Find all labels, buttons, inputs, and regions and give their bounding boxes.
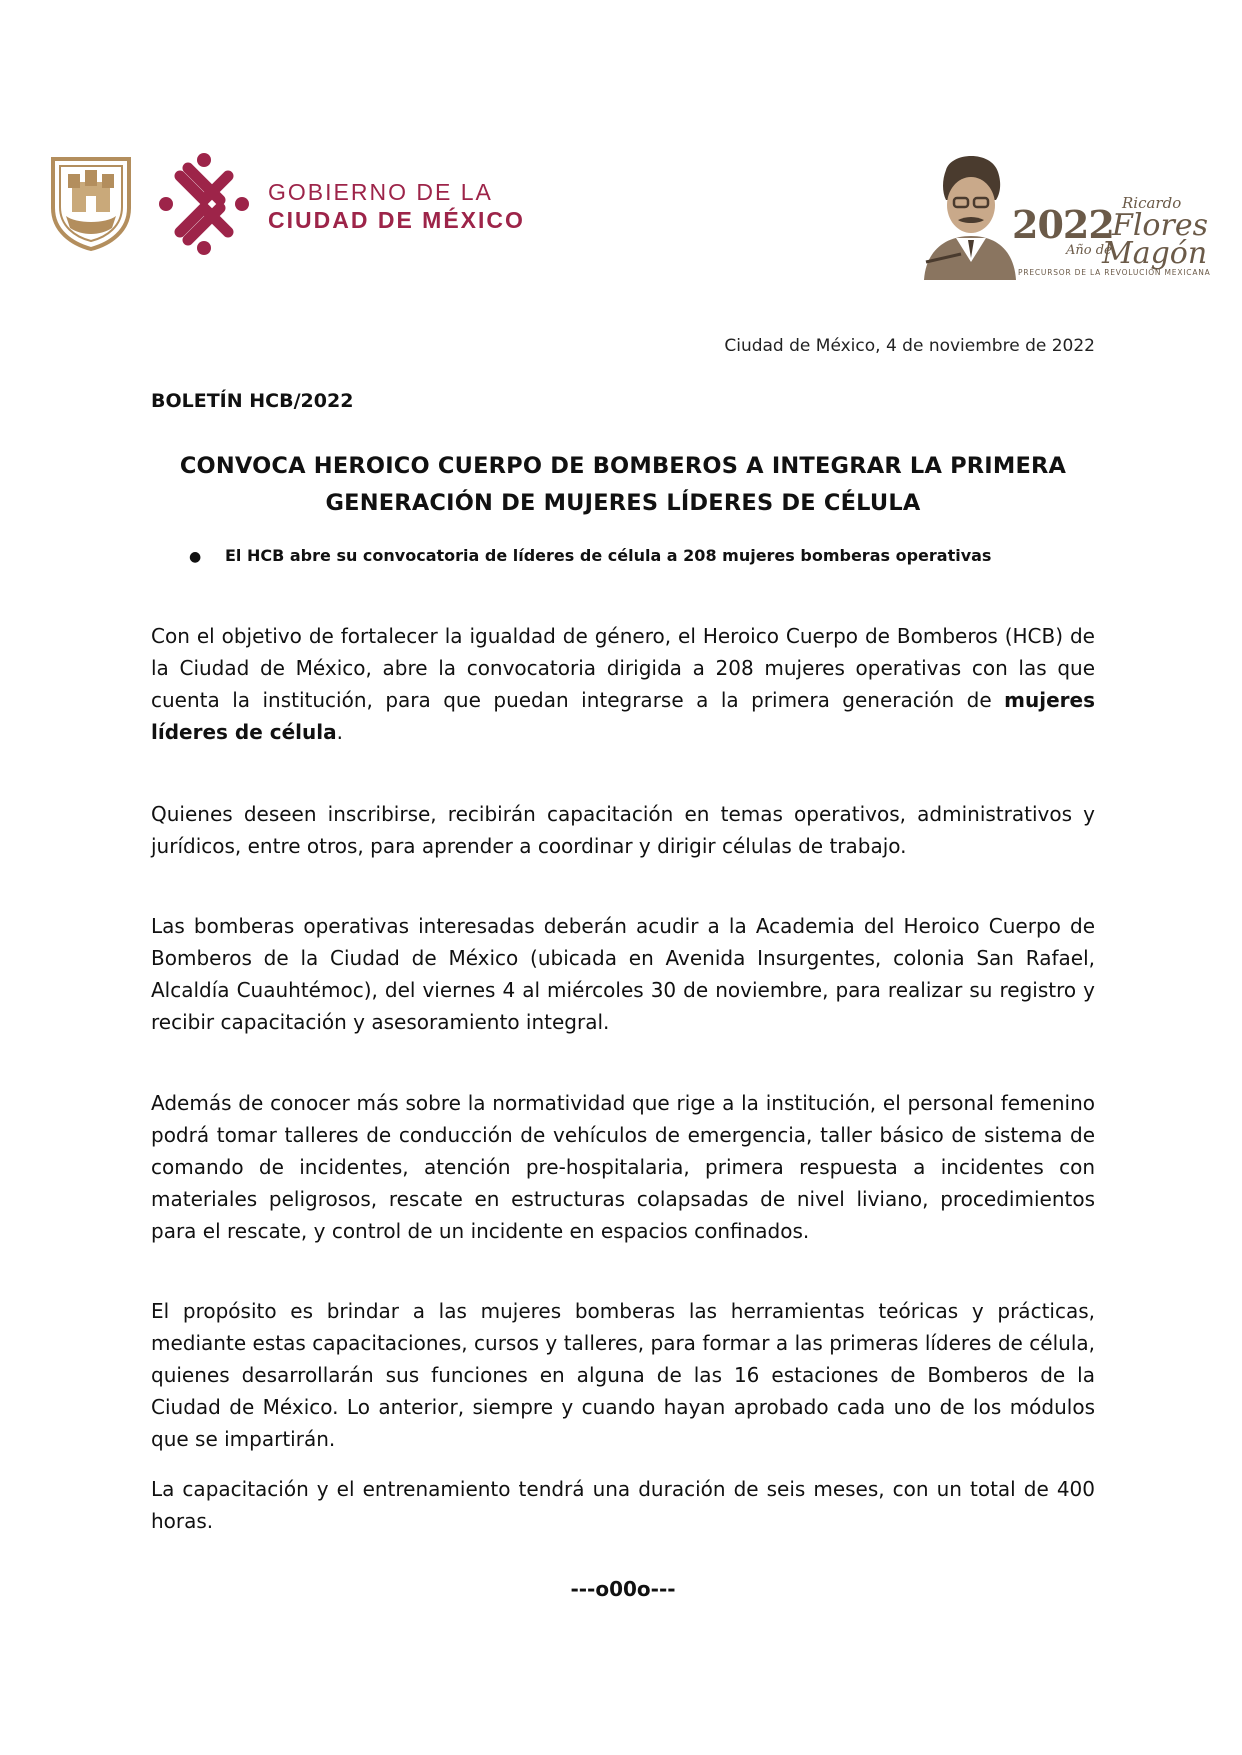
emblem-year-label: Año de xyxy=(1066,243,1112,258)
year-emblem xyxy=(916,150,1211,280)
paragraph-5: El propósito es brindar a las mujeres bomberas las herramientas teóricas y prácticas, mediante estas capacitaciones, cursos y talleres, para formar a las primeras líderes de célula, quienes desarrollarán sus funciones en alguna de las 16 estaciones de Bomberos de la Ciudad de México. Lo anterior, siempre y cuando hayan aprobado cada uno de los módulos que se impartirán. xyxy=(151,1299,1095,1451)
paragraph-3: Las bomberas operativas interesadas deberán acudir a la Academia del Heroico Cuerpo de Bomberos de la Ciudad de México (ubicada en Avenida Insurgentes, colonia San Rafael, Alcaldía Cuauhtémoc), del viernes 4 al miércoles 30 de noviembre, para realizar su registro y recibir capacitación y asesoramiento integral. xyxy=(151,914,1095,1034)
gov-line-2: CIUDAD DE MÉXICO xyxy=(268,207,525,233)
document-title xyxy=(151,448,1095,522)
bulletin-id: BOLETÍN HCB/2022 xyxy=(151,390,354,412)
cdmx-logo-icon xyxy=(158,150,250,258)
bullet-text: El HCB abre su convocatoria de líderes de célula a 208 mujeres bomberas operativas xyxy=(225,546,992,565)
emblem-subtitle: PRECURSOR DE LA REVOLUCIÓN MEXICANA xyxy=(1018,268,1211,277)
summary-bullet xyxy=(189,546,991,565)
paragraph-1-end: . xyxy=(336,720,343,744)
cdmx-shield-icon xyxy=(50,156,132,251)
paragraph-4: Además de conocer más sobre la normatividad que rige a la institución, el personal femenino podrá tomar talleres de conducción de vehículos de emergencia, taller básico de sistema de comando de incidentes, atención pre-hospitalaria, primera respuesta a incidentes con materiales peligrosos, rescate en estructuras colapsadas de nivel liviano, procedimientos para el rescate, y control de un incidente en espacios confinados. xyxy=(151,1091,1095,1243)
gov-wordmark xyxy=(268,178,525,234)
paragraph-2: Quienes deseen inscribirse, recibirán capacitación en temas operativos, administrativos y jurídicos, entre otros, para aprender a coordinar y dirigir células de trabajo. xyxy=(151,802,1095,858)
document-date: Ciudad de México, 4 de noviembre de 2022 xyxy=(724,336,1095,356)
paragraph-1-text: Con el objetivo de fortalecer la igualdad de género, el Heroico Cuerpo de Bomberos (HCB) de la Ciudad de México, abre la convocatoria dirigida a 208 mujeres operativas con las que cuenta la institución, para que puedan integrarse a la primera generación de xyxy=(151,624,1095,712)
title-line-1: CONVOCA HEROICO CUERPO DE BOMBEROS A INTEGRAR LA PRIMERA xyxy=(179,453,1067,479)
bullet-dot-icon: ● xyxy=(189,549,202,565)
title-line-2: GENERACIÓN DE MUJERES LÍDERES DE CÉLULA xyxy=(325,490,921,516)
emblem-name-top: Ricardo xyxy=(1122,194,1182,212)
gov-line-1: GOBIERNO DE LA xyxy=(268,179,493,205)
paragraph-1-bold: mujeres líderes de célula xyxy=(151,688,1095,744)
emblem-name-bottom: Magón xyxy=(1102,236,1208,271)
emblem-name-mid: Flores xyxy=(1112,208,1208,243)
portrait-illustration-icon xyxy=(916,150,1021,280)
emblem-year: 2022 xyxy=(1012,202,1114,247)
closing-mark: ---o00o--- xyxy=(570,1577,676,1601)
paragraph-6: La capacitación y el entrenamiento tendrá una duración de seis meses, con un total de 400 horas. xyxy=(151,1477,1095,1533)
paragraph-1 xyxy=(151,620,1095,748)
letterhead xyxy=(0,0,1242,300)
